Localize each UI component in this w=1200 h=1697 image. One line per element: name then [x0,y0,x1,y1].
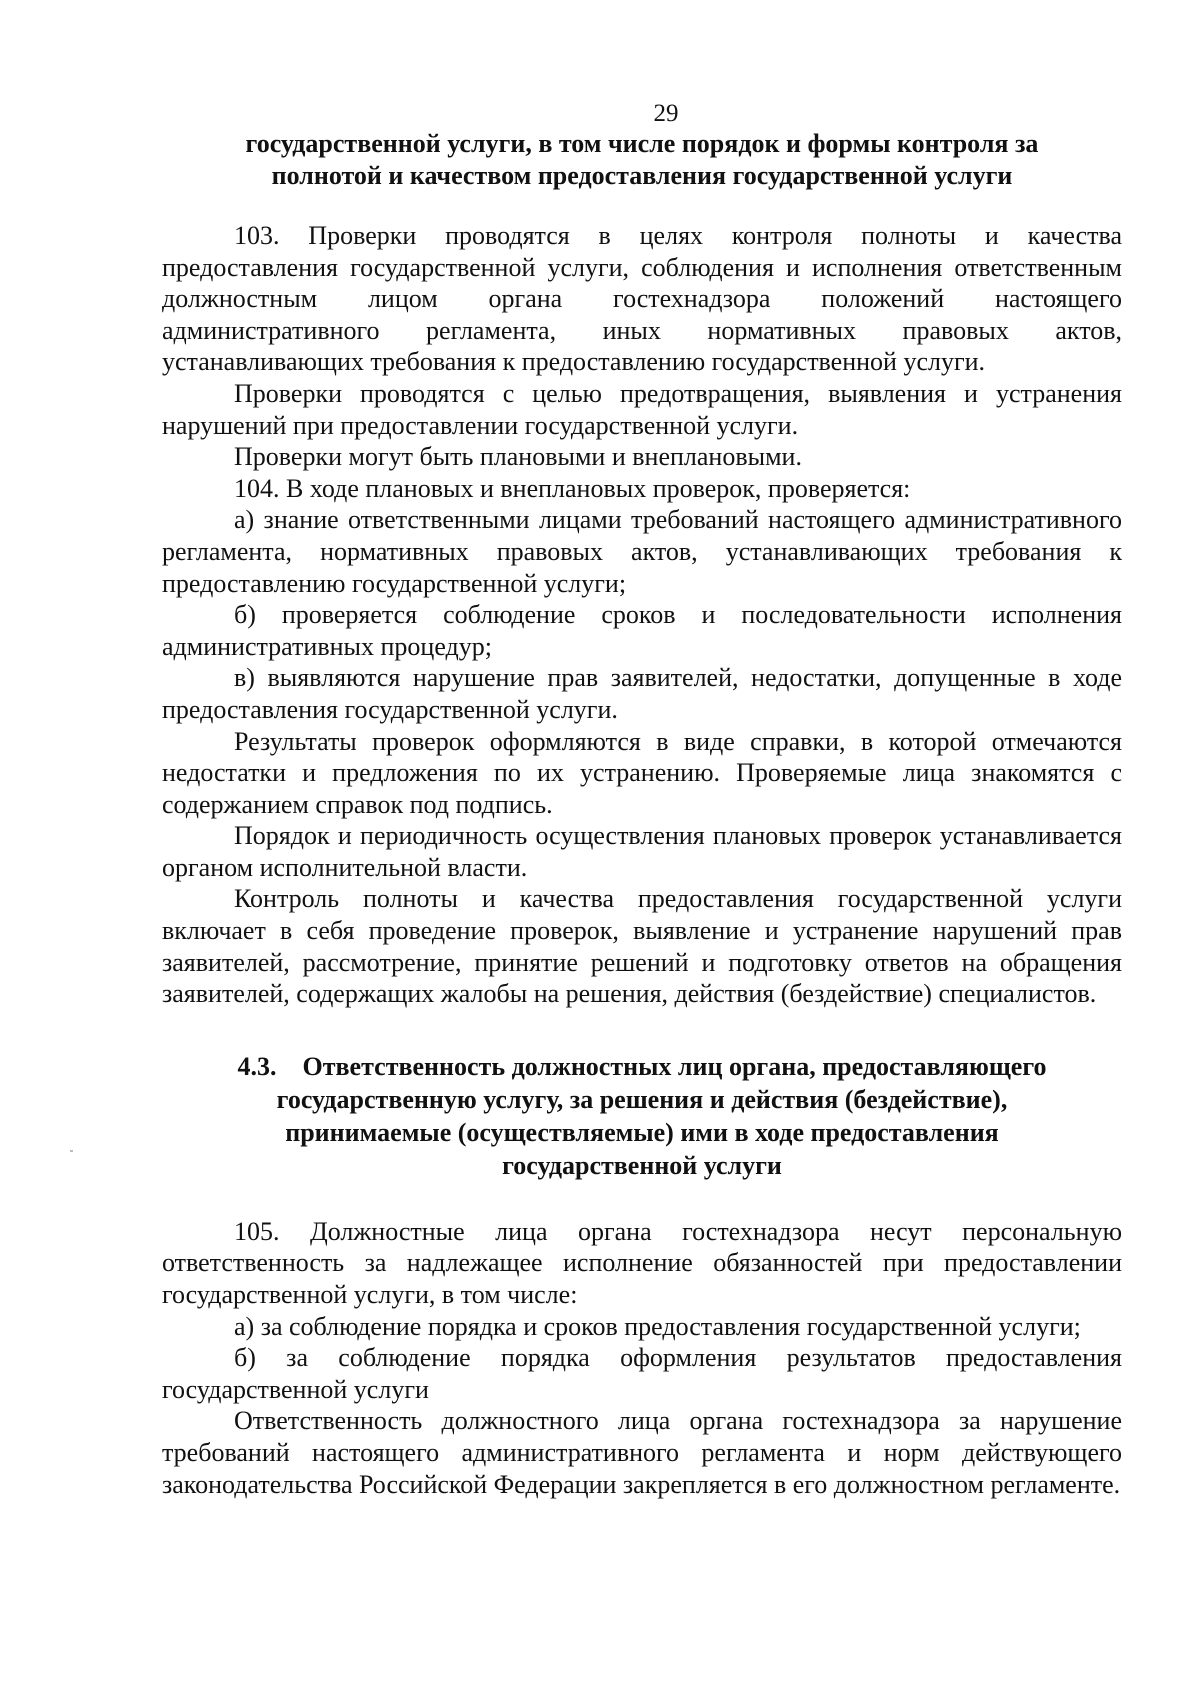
paragraph-103: 103. Проверки проводятся в целях контроля полноты и качества предоставления государственной услуги, соблюдения и исполнения ответственным должностным лицом органа гостехнадзора положений настоящего административного регламента, иных нормативных правовых актов, устанавливающих требования к предоставлению государственной услуги. [162,221,1122,377]
body-before-section [162,220,1122,1010]
top-heading-line-2: полнотой и качеством предоставления государственной услуги [271,161,1013,190]
paragraph-105-b: б) за соблюдение порядка оформления результатов предоставления государственной услуги [162,1343,1122,1404]
top-heading [162,128,1122,192]
section-heading-line-1 [162,1050,1122,1083]
paragraph-quality-control: Контроль полноты и качества предоставления государственной услуги включает в себя проведение проверок, выявление и устранение нарушений прав заявителей, рассмотрение, принятие решений и подготовку ответов на обращения заявителей, содержащих жалобы на решения, действия (бездействие) специалистов. [162,884,1122,1009]
paragraph-check-schedule: Порядок и периодичность осуществления плановых проверок устанавливается органом исполнительной власти. [162,821,1122,882]
paragraph-check-results: Результаты проверок оформляются в виде справки, в которой отмечаются недостатки и предложения по их устранению. Проверяемые лица знакомятся с содержанием справок под подпись. [162,726,1122,819]
section-number: 4.3. [237,1051,277,1081]
paragraph-checks-purpose: Проверки проводятся с целью предотвращения, выявления и устранения нарушений при предоставлении государственной услуги. [162,378,1122,440]
scan-margin-mark [70,1150,73,1152]
section-title-line-1: Ответственность должностных лиц органа, предоставляющего [302,1051,1047,1081]
top-heading-line-1: государственной услуги, в том числе порядок и формы контроля за [245,129,1039,158]
paragraph-105-a: а) за соблюдение порядка и сроков предоставления государственной услуги; [234,1311,1081,1341]
paragraph-105: 105. Должностные лица органа гостехнадзора несут персональную ответственность за надлежащее исполнение обязанностей при предоставлении государственной услуги, в том числе: [162,1216,1122,1310]
body-after-section [162,1216,1122,1500]
section-heading-4-3 [162,1050,1122,1182]
section-title-line-2: государственную услугу, за решения и действия (бездействие), [276,1084,1008,1114]
paragraph-responsibility: Ответственность должностного лица органа гостехнадзора за нарушение требований настоящего административного регламента и норм действующего законодательства Российской Федерации закрепляется в его должностном регламенте. [162,1406,1122,1499]
paragraph-104-v: в) выявляются нарушение прав заявителей, недостатки, допущенные в ходе предоставления государственной услуги. [162,663,1122,724]
section-title-line-4: государственной услуги [502,1150,782,1180]
paragraph-checks-types: Проверки могут быть плановыми и внеплановыми. [234,442,802,472]
paragraph-104-b: б) проверяется соблюдение сроков и последовательности исполнения административных процедур; [162,600,1122,661]
section-title-line-3: принимаемые (осуществляемые) ими в ходе предоставления [285,1117,999,1147]
paragraph-104-a: а) знание ответственными лицами требований настоящего административного регламента, нормативных правовых актов, устанавливающих требования к предоставлению государственной услуги; [162,505,1122,598]
paragraph-104: 104. В ходе плановых и внеплановых проверок, проверяется: [234,473,911,503]
document-page [162,98,1122,1500]
page-number: 29 [653,100,679,127]
